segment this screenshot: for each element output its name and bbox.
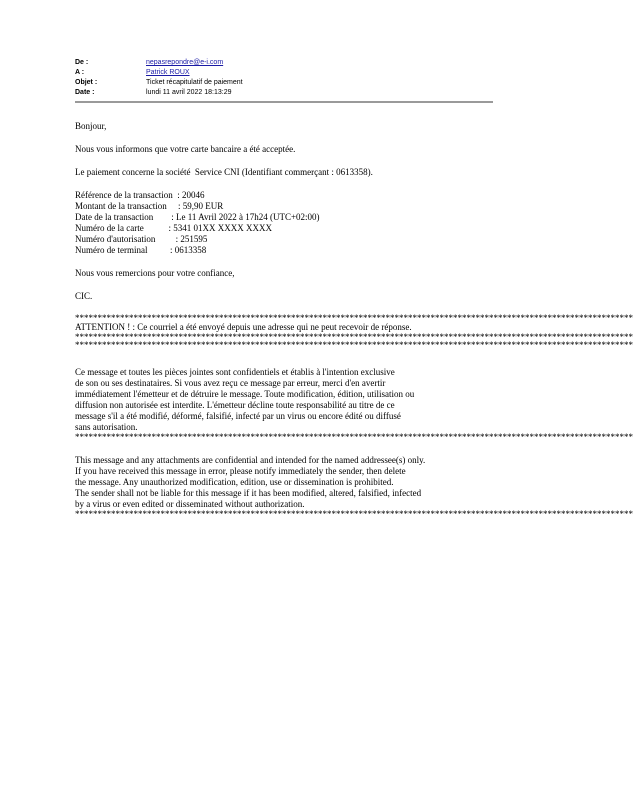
disclaimer-line: This message and any attachments are confidential and intended for the named addressee(s) only. <box>75 455 426 465</box>
disclaimer-line: message s'il a été modifié, déformé, falsifié, infecté par un virus ou encore édité ou diffusé <box>75 411 401 421</box>
attention-notice: ATTENTION ! : Ce courriel a été envoyé depuis une adresse qui ne peut recevoir de réponse. <box>75 322 412 332</box>
header-to-row <box>75 68 243 78</box>
detail-row <box>75 234 515 245</box>
detail-row <box>75 190 515 201</box>
detail-row <box>75 201 515 212</box>
disclaimer-line: sans autorisation. <box>75 422 138 432</box>
detail-label: Numéro de la carte <box>75 223 144 233</box>
date-label: Date : <box>75 89 95 96</box>
from-link[interactable]: nepasrepondre@e-i.com <box>146 59 224 66</box>
detail-value: : 251595 <box>155 234 208 244</box>
detail-row <box>75 245 515 256</box>
french-disclaimer <box>75 367 515 433</box>
disclaimer-line: If you have received this message in error, please notify immediately the sender, then delete <box>75 466 406 476</box>
detail-label: Montant de la transaction <box>75 201 167 211</box>
to-label: A : <box>75 69 85 76</box>
separator-stars: **************************************************************************************************************************** <box>75 432 633 442</box>
detail-value: : 59,90 EUR <box>166 201 224 211</box>
detail-value: : 20046 <box>172 190 205 200</box>
separator-stars: **************************************************************************************************************************** <box>75 332 633 342</box>
detail-label: Numéro d'autorisation <box>75 234 156 244</box>
header-divider <box>75 101 493 103</box>
english-disclaimer <box>75 455 515 510</box>
disclaimer-line: diffusion non autorisée est interdite. L'émetteur décline toute responsabilité au titre de ce <box>75 400 395 410</box>
detail-label: Date de la transaction <box>75 212 154 222</box>
date-value: lundi 11 avril 2022 18:13:29 <box>146 89 232 96</box>
subject-label: Objet : <box>75 79 98 86</box>
header-from-row <box>75 58 243 68</box>
disclaimer-line: The sender shall not be liable for this message if it has been modified, altered, falsified, infected <box>75 488 422 498</box>
separator-stars: **************************************************************************************************************************** <box>75 313 633 323</box>
header-subject-row <box>75 78 243 88</box>
disclaimer-line: by a virus or even edited or disseminated without authorization. <box>75 499 305 509</box>
signature: CIC. <box>75 291 93 301</box>
merchant-line: Le paiement concerne la société Service CNI (Identifiant commerçant : 0613358). <box>75 167 373 177</box>
detail-value: : 5341 01XX XXXX XXXX <box>143 223 272 233</box>
detail-row <box>75 223 515 234</box>
detail-value: : 0613358 <box>147 245 207 255</box>
detail-label: Référence de la transaction <box>75 190 173 200</box>
email-header <box>75 58 243 98</box>
intro-text: Nous vous informons que votre carte bancaire a été acceptée. <box>75 144 296 154</box>
detail-row <box>75 212 515 223</box>
disclaimer-line: de son ou ses destinataires. Si vous avez reçu ce message par erreur, merci d'en avertir <box>75 378 386 388</box>
disclaimer-line: the message. Any unauthorized modification, edition, use or dissemination is prohibited. <box>75 477 394 487</box>
disclaimer-line: immédiatement l'émetteur et de détruire le message. Toute modification, édition, utilisation ou <box>75 389 415 399</box>
header-date-row <box>75 88 243 98</box>
to-link[interactable]: Patrick ROUX <box>146 69 190 76</box>
transaction-details <box>75 190 515 256</box>
disclaimer-line: Ce message et toutes les pièces jointes sont confidentiels et établis à l'intention exclusive <box>75 367 395 377</box>
from-label: De : <box>75 59 89 66</box>
greeting: Bonjour, <box>75 121 107 131</box>
email-body <box>75 121 633 519</box>
separator-stars: **************************************************************************************************************************** <box>75 509 633 519</box>
detail-value: : Le 11 Avril 2022 à 17h24 (UTC+02:00) <box>153 212 320 222</box>
subject-value: Ticket récapitulatif de paiement <box>146 79 243 86</box>
separator-stars: **************************************************************************************************************************** <box>75 340 633 350</box>
thanks-text: Nous vous remercions pour votre confiance, <box>75 268 235 278</box>
detail-label: Numéro de terminal <box>75 245 148 255</box>
